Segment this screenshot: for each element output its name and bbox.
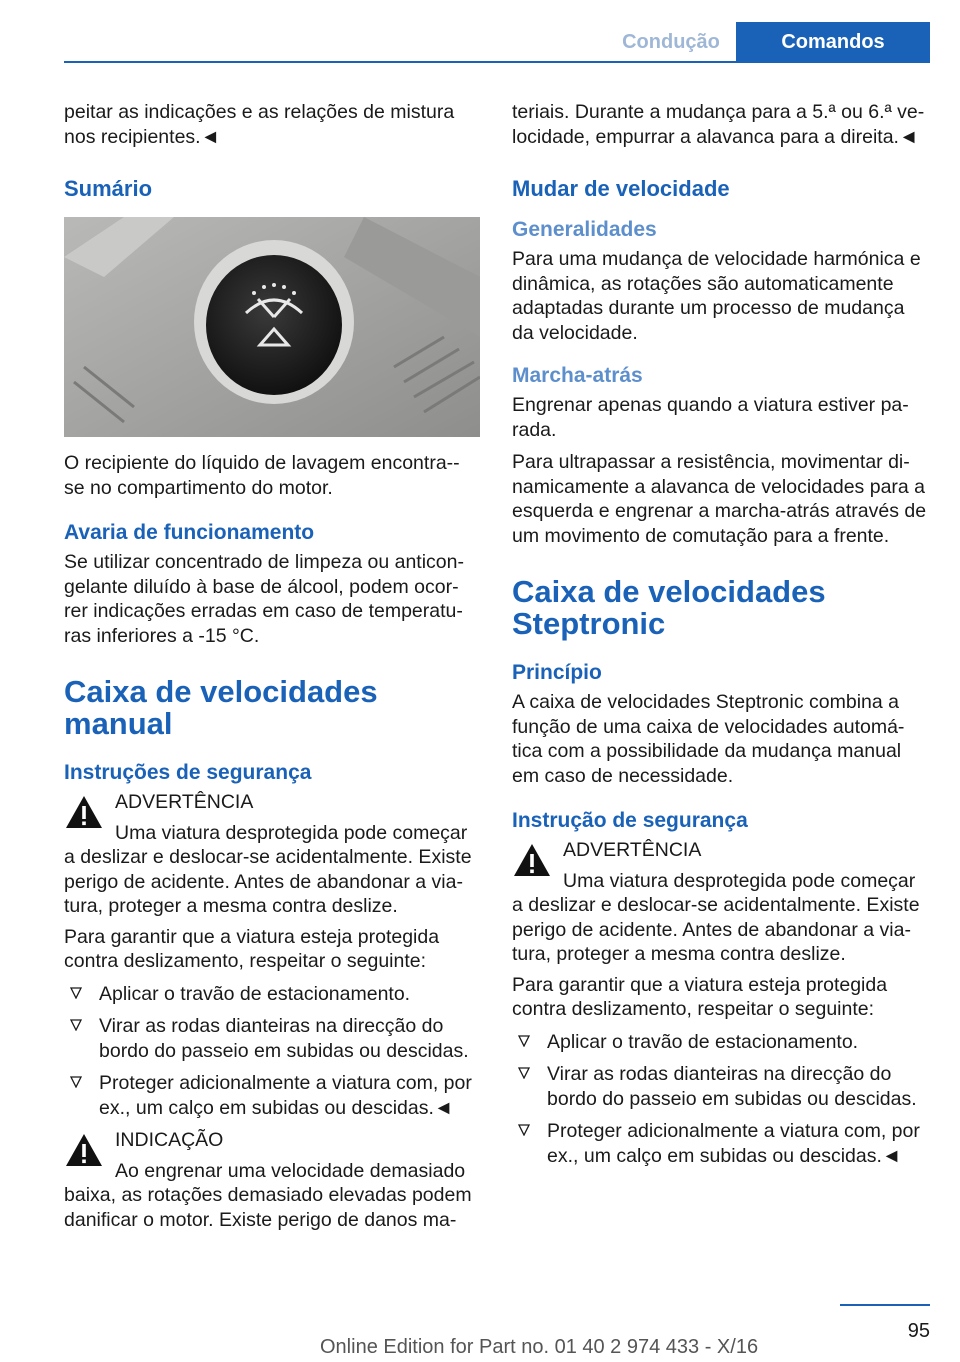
warning-triangle-icon	[512, 842, 552, 878]
list-item: Aplicar o travão de estacionamento.	[64, 982, 480, 1007]
list-item: Virar as rodas dianteiras na direcção do bordo do passeio em subidas ou descidas.	[64, 1014, 480, 1063]
triangle-bullet-icon	[70, 987, 82, 999]
marcha-atras-text-1: Engrenar apenas quando a viatura estiver pa-rada.	[512, 394, 909, 441]
triangle-bullet-icon	[518, 1124, 530, 1136]
triangle-bullet-icon	[70, 1076, 82, 1088]
safety-instruction-heading: Instrução de segurança	[512, 809, 748, 832]
manual-gearbox-heading: Caixa de velocidades manual	[64, 674, 378, 741]
list-item: Aplicar o travão de estacionamento.	[512, 1030, 928, 1055]
warning-title: ADVERTÊNCIA	[115, 791, 254, 813]
page-number: 95	[907, 1320, 930, 1342]
warning-first-line: Uma viatura desprotegida pode começar	[115, 821, 468, 844]
triangle-bullet-icon	[518, 1035, 530, 1047]
note-block	[64, 1128, 480, 1232]
mudar-heading: Mudar de velocidade	[512, 176, 730, 201]
note-first-line: Ao engrenar uma velocidade demasiado	[115, 1159, 466, 1182]
warning-title: ADVERTÊNCIA	[563, 839, 702, 861]
safety-list	[512, 1030, 928, 1169]
tab-comandos[interactable]: Comandos	[736, 22, 930, 63]
warning-block	[512, 838, 928, 967]
triangle-bullet-icon	[518, 1067, 530, 1079]
marcha-atras-text-2: Para ultrapassar a resistência, movimentar di-namicamente a alavanca de velocidades para a esquerda e engrenar a marcha-atrás através de um movimento de comutação para a frente.	[512, 451, 927, 547]
guarantee-text: Para garantir que a viatura esteja protegida contra deslizamento, respeitar o seguinte:	[64, 925, 440, 972]
tab-conducao[interactable]: Condução	[606, 22, 736, 63]
generalidades-heading: Generalidades	[512, 218, 657, 241]
photo-caption: O recipiente do líquido de lavagem encontra--se no compartimento do motor.	[64, 452, 460, 499]
right-intro-text: teriais. Durante a mudança para a 5.ª ou 6.ª ve-locidade, empurrar a alavanca para a direita.◄	[512, 101, 925, 148]
marcha-atras-heading: Marcha-atrás	[512, 364, 643, 387]
note-title: INDICAÇÃO	[115, 1129, 224, 1151]
warning-body: a deslizar e deslocar-se acidentalmente. Existe perigo de acidente. Antes de abandonar a via-tura, proteger a mesma contra deslize.	[512, 894, 920, 965]
header-divider	[64, 61, 930, 63]
avaria-text: Se utilizar concentrado de limpeza ou anticon-gelante diluído à base de álcool, podem ocor-rer indicações erradas em caso de temperatu-ras inferiores a -15 °C.	[64, 551, 464, 647]
principio-heading: Princípio	[512, 661, 602, 684]
left-intro-text: peitar as indicações e as relações de mistura nos recipientes.◄	[64, 101, 455, 148]
guarantee-text: Para garantir que a viatura esteja protegida contra deslizamento, respeitar o seguinte:	[512, 973, 888, 1020]
warning-body: a deslizar e deslocar-se acidentalmente. Existe perigo de acidente. Antes de abandonar a via-tura, proteger a mesma contra deslize.	[64, 846, 472, 917]
note-body: baixa, as rotações demasiado elevadas podem danificar o motor. Existe perigo de danos ma-	[64, 1184, 472, 1231]
steptronic-heading: Caixa de velocidades Steptronic	[512, 574, 826, 641]
safety-list	[64, 982, 480, 1121]
warning-first-line: Uma viatura desprotegida pode começar	[563, 869, 916, 892]
warning-block	[64, 790, 480, 919]
footer-divider	[840, 1304, 930, 1306]
principio-text: A caixa de velocidades Steptronic combina a função de uma caixa de velocidades automá-tica com a possibilidade da mudança manual em caso de necessidade.	[512, 691, 905, 787]
sumario-heading: Sumário	[64, 176, 153, 201]
warning-triangle-icon	[64, 1132, 104, 1168]
left-column	[64, 100, 480, 1238]
avaria-heading: Avaria de funcionamento	[64, 521, 315, 544]
safety-instructions-heading: Instruções de segurança	[64, 761, 312, 784]
list-item: Proteger adicionalmente a viatura com, por ex., um calço em subidas ou descidas.◄	[64, 1071, 480, 1120]
list-item: Proteger adicionalmente a viatura com, por ex., um calço em subidas ou descidas.◄	[512, 1119, 928, 1168]
triangle-bullet-icon	[70, 1019, 82, 1031]
warning-triangle-icon	[64, 794, 104, 830]
list-item: Virar as rodas dianteiras na direcção do bordo do passeio em subidas ou descidas.	[512, 1062, 928, 1111]
washer-reservoir-photo	[64, 217, 480, 437]
right-column	[512, 100, 928, 1176]
generalidades-text: Para uma mudança de velocidade harmónica e dinâmica, as rotações são automaticamente adaptadas durante um processo de mudança da velocidade.	[512, 248, 921, 344]
edition-footer: Online Edition for Part no. 01 40 2 974 433 - X/16	[320, 1336, 759, 1358]
